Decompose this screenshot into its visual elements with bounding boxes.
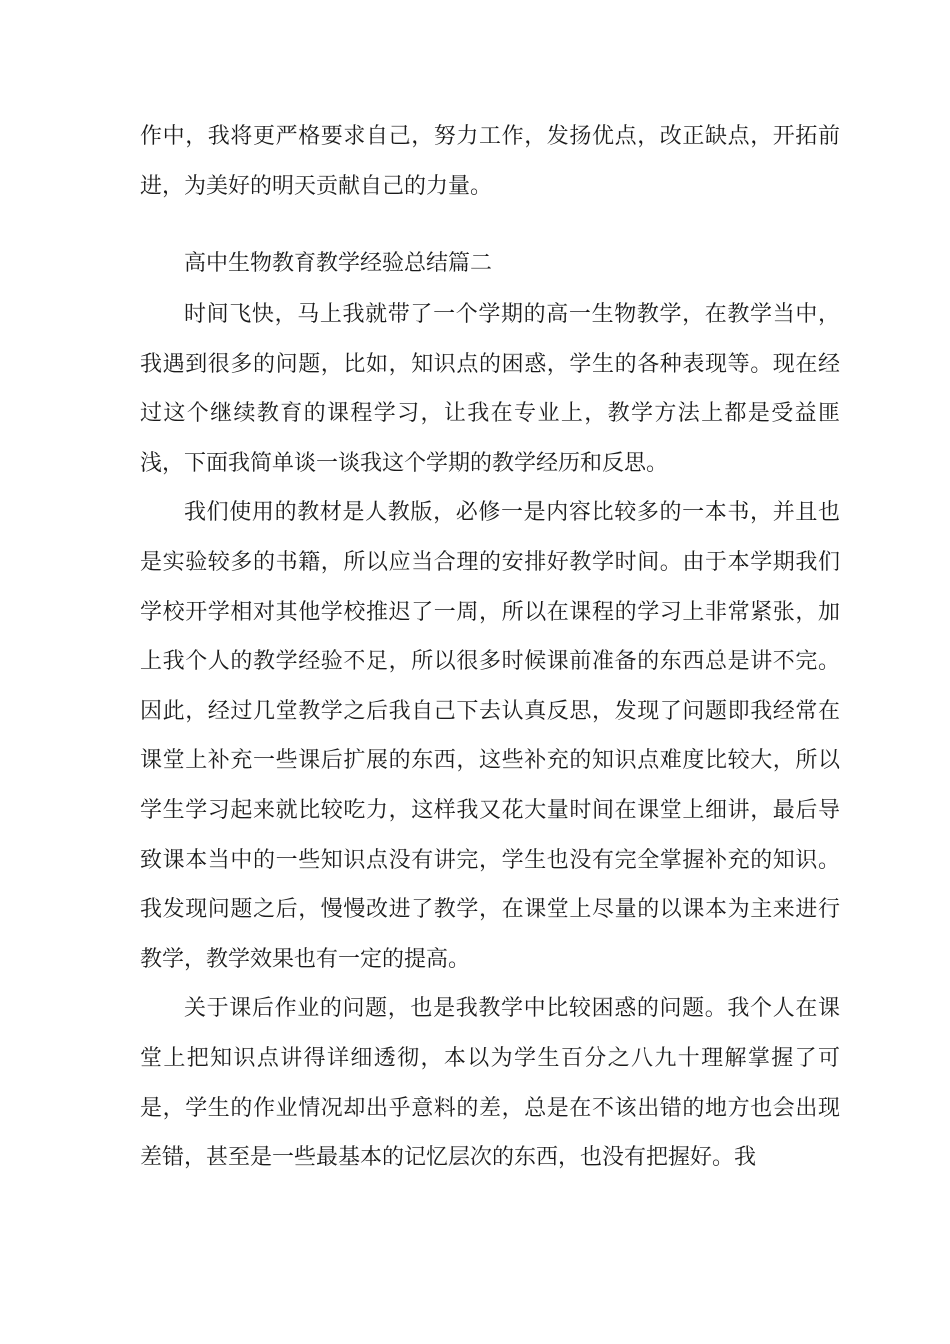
body-text [140, 290, 840, 1183]
body-paragraph: 关于课后作业的问题，也是我教学中比较困惑的问题。我个人在课堂上把知识点讲得详细透彻，本以为学生百分之八九十理解掌握了可是，学生的作业情况却出乎意料的差，总是在不该出错的地方也会出现差错，甚至是一些最基本的记忆层次的东西，也没有把握好。我 [140, 996, 840, 1171]
continuation-paragraph: 作中，我将更严格要求自己，努力工作，发扬优点，改正缺点，开拓前进，为美好的明天贡献自己的力量。 [140, 124, 840, 199]
continuation-block [140, 112, 840, 211]
section-title: 高中生物教育教学经验总结篇二 [184, 251, 493, 276]
body-paragraph: 我们使用的教材是人教版，必修一是内容比较多的一本书，并且也是实验较多的书籍，所以应当合理的安排好教学时间。由于本学期我们学校开学相对其他学校推迟了一周，所以在课程的学习上非常紧张，加上我个人的教学经验不足，所以很多时候课前准备的东西总是讲不完。因此，经过几堂教学之后我自己下去认真反思，发现了问题即我经常在课堂上补充一些课后扩展的东西，这些补充的知识点难度比较大，所以学生学习起来就比较吃力，这样我又花大量时间在课堂上细讲，最后导致课本当中的一些知识点没有讲完，学生也没有完全掌握补充的知识。我发现问题之后，慢慢改进了教学，在课堂上尽量的以课本为主来进行教学，教学效果也有一定的提高。 [140, 500, 840, 972]
body-paragraph: 时间飞快，马上我就带了一个学期的高一生物教学，在教学当中，我遇到很多的问题，比如，知识点的困惑，学生的各种表现等。现在经过这个继续教育的课程学习，让我在专业上，教学方法上都是受益匪浅，下面我简单谈一谈我这个学期的教学经历和反思。 [140, 302, 840, 476]
